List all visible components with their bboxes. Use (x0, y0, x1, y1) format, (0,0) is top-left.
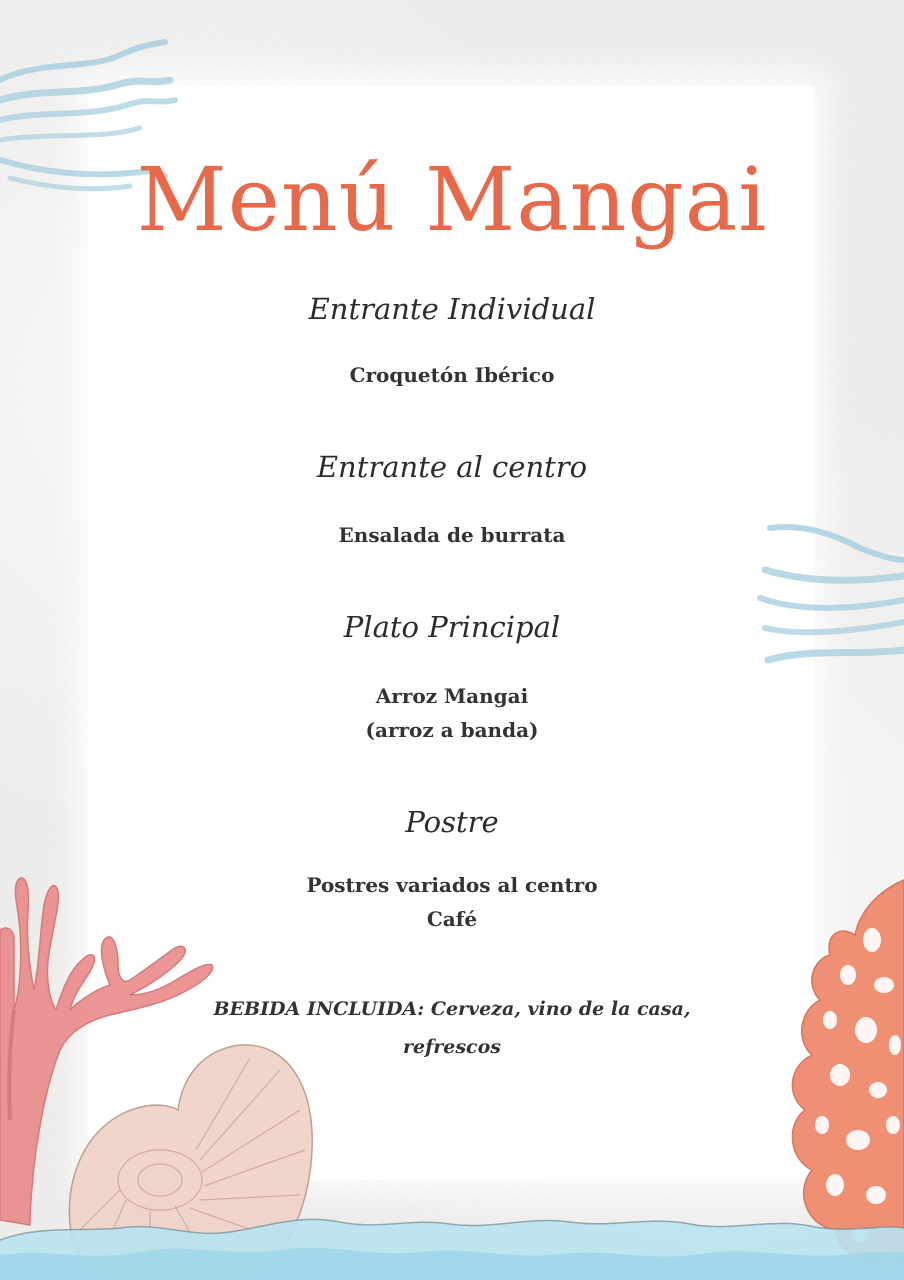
dish-postres-variados: Postres variados al centro (306, 873, 598, 897)
section-heading-postre: Postre (405, 805, 499, 839)
dish-croqueton-iberico: Croquetón Ibérico (349, 363, 555, 387)
section-heading-plato-principal: Plato Principal (343, 610, 561, 644)
section-heading-entrante-individual: Entrante Individual (308, 292, 596, 326)
dish-ensalada-de-burrata: Ensalada de burrata (338, 523, 566, 547)
dish-cafe: Café (426, 907, 478, 931)
drinks-included: BEBIDA INCLUIDA: Cerveza, vino de la casa, refrescos (213, 998, 691, 1058)
section-heading-entrante-al-centro: Entrante al centro (316, 450, 588, 484)
dish-arroz-mangai: Arroz Mangai (375, 684, 529, 708)
dish-arroz-a-banda: (arroz a banda) (365, 718, 539, 742)
menu-title: Menú Mangai (136, 148, 768, 251)
